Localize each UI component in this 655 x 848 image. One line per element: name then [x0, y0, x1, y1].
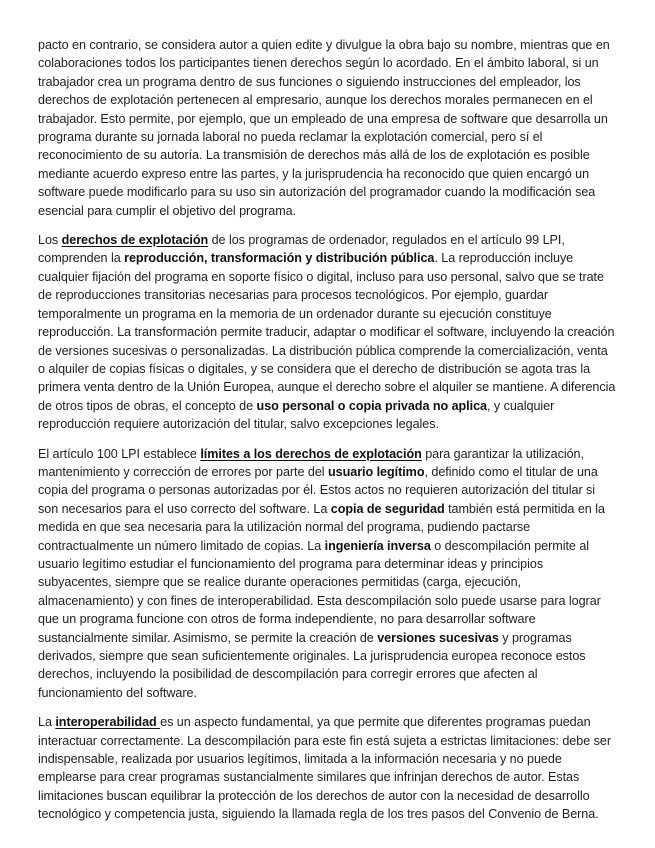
paragraph-limits: [38, 445, 618, 703]
document-page: [38, 36, 618, 835]
underlined-term-exploitation-rights: derechos de explotación: [61, 233, 209, 248]
paragraph-text: , y cualquier reproducción requiere autorización del titular, salvo excepciones legales.: [38, 398, 555, 432]
paragraph-text: para garantizar la utilización, mantenimiento y corrección de errores por parte del: [38, 446, 584, 479]
paragraph-text: La: [38, 715, 56, 730]
paragraph-text: , definido como el titular de una copia del programa o personas autorizadas por él. Estos actos no requieren autorización del titular si son necesarios para el uso correcto del software. La: [38, 464, 598, 516]
bold-term-backup-copy: copia de seguridad: [330, 501, 445, 516]
paragraph-text: también está permitida en la medida en que sea necesaria para la utilización normal del programa, pudiendo pactarse contractualmente un número limitado de copias. La: [38, 501, 605, 553]
paragraph-text: y programas derivados, siempre que sean suficientemente originales. La jurisprudencia europea reconoce estos derechos, incluyendo la posibilidad de descompilación para corregir errores que afecten al funcionamiento del software.: [38, 630, 586, 700]
paragraph-exploitation-rights: [38, 231, 618, 433]
underlined-term-interoperability: interoperabilidad: [55, 715, 161, 730]
bold-term-private-copy: uso personal o copia privada no aplica: [256, 398, 487, 413]
paragraph-text: El artículo 100 LPI establece: [38, 446, 201, 461]
paragraph-text: . La reproducción incluye cualquier fijación del programa en soporte físico o digital, incluso para uso personal, salvo que se trate de reproducciones transitorias necesarias para procesos tecnológicos. Por ejemplo, guardar temporalmente un programa en la memoria de un ordenador durante su ejecución constituye reproducción. La transformación permite traducir, adaptar o modificar el software, incluyendo la creación de versiones sucesivas o personalizadas. La distribución pública comprende la comercialización, venta o alquiler de copias físicas o digitales, y se considera que el derecho de distribución se agota tras la primera venta dentro de la Unión Europea, aunque el derecho sobre el alquiler se mantiene. A diferencia de otros tipos de obras, el concepto de: [38, 251, 616, 413]
paragraph-text: de los programas de ordenador, regulados en el artículo 99 LPI, comprenden la: [38, 233, 565, 266]
paragraph-text: pacto en contrario, se considera autor a quien edite y divulgue la obra bajo su nombre, mientras que en colaboraciones todos los participantes tienen derechos según lo acordado. En el ámbito laboral, si un trabajador crea un programa dentro de sus funciones o siguiendo instrucciones del empleador, los derechos de explotación pertenecen al empresario, aunque los derechos morales permanecen en el trabajador. Esto permite, por ejemplo, que un empleado de una empresa de software que desarrolla un programa durante su jornada laboral no pueda reclamar la explotación comercial, pero sí el reconocimiento de su autoría. La transmisión de derechos más allá de los de explotación es posible mediante acuerdo expreso entre las partes, y la jurisprudencia ha reconocido que quien encargó un software puede modificarlo para su uso sin autorización del programador cuando la modificación sea esencial para cumplir el objetivo del programa.: [38, 38, 610, 218]
bold-term-legitimate-user: usuario legítimo: [328, 464, 425, 479]
bold-term-reverse-engineering: ingeniería inversa: [324, 538, 431, 553]
paragraph-interoperability: [38, 713, 618, 823]
bold-term-reproduction: reproducción, transformación y distribución pública: [124, 251, 435, 266]
underlined-term-limits: límites a los derechos de explotación: [200, 446, 422, 461]
paragraph-text: es un aspecto fundamental, ya que permite que diferentes programas puedan interactuar correctamente. La descompilación para este fin está sujeta a estrictas limitaciones: debe ser indispensable, realizada por usuarios legítimos, limitada a la información necesaria y no puede emplearse para crear programas sustancialmente similares que infrinjan derechos de autor. Estas limitaciones buscan equilibrar la protección de los derechos de autor con la necesidad de desarrollo tecnológico y competencia justa, siguiendo la llamada regla de los tres pasos del Convenio de Berna.: [38, 715, 611, 822]
paragraph-authorship: [38, 36, 618, 220]
paragraph-text: Los: [38, 233, 62, 248]
paragraph-text: o descompilación permite al usuario legítimo estudiar el funcionamiento del programa para determinar ideas y principios subyacentes, siempre que se realice durante operaciones permitidas (carga, ejecución, almacenamiento) y con fines de interoperabilidad. Esta descompilación solo puede usarse para lograr que un programa funcione con otros de forma independiente, no para desarrollar software sustancialmente similar. Asimismo, se permite la creación de: [38, 538, 601, 645]
bold-term-successive-versions: versiones sucesivas: [377, 630, 499, 645]
